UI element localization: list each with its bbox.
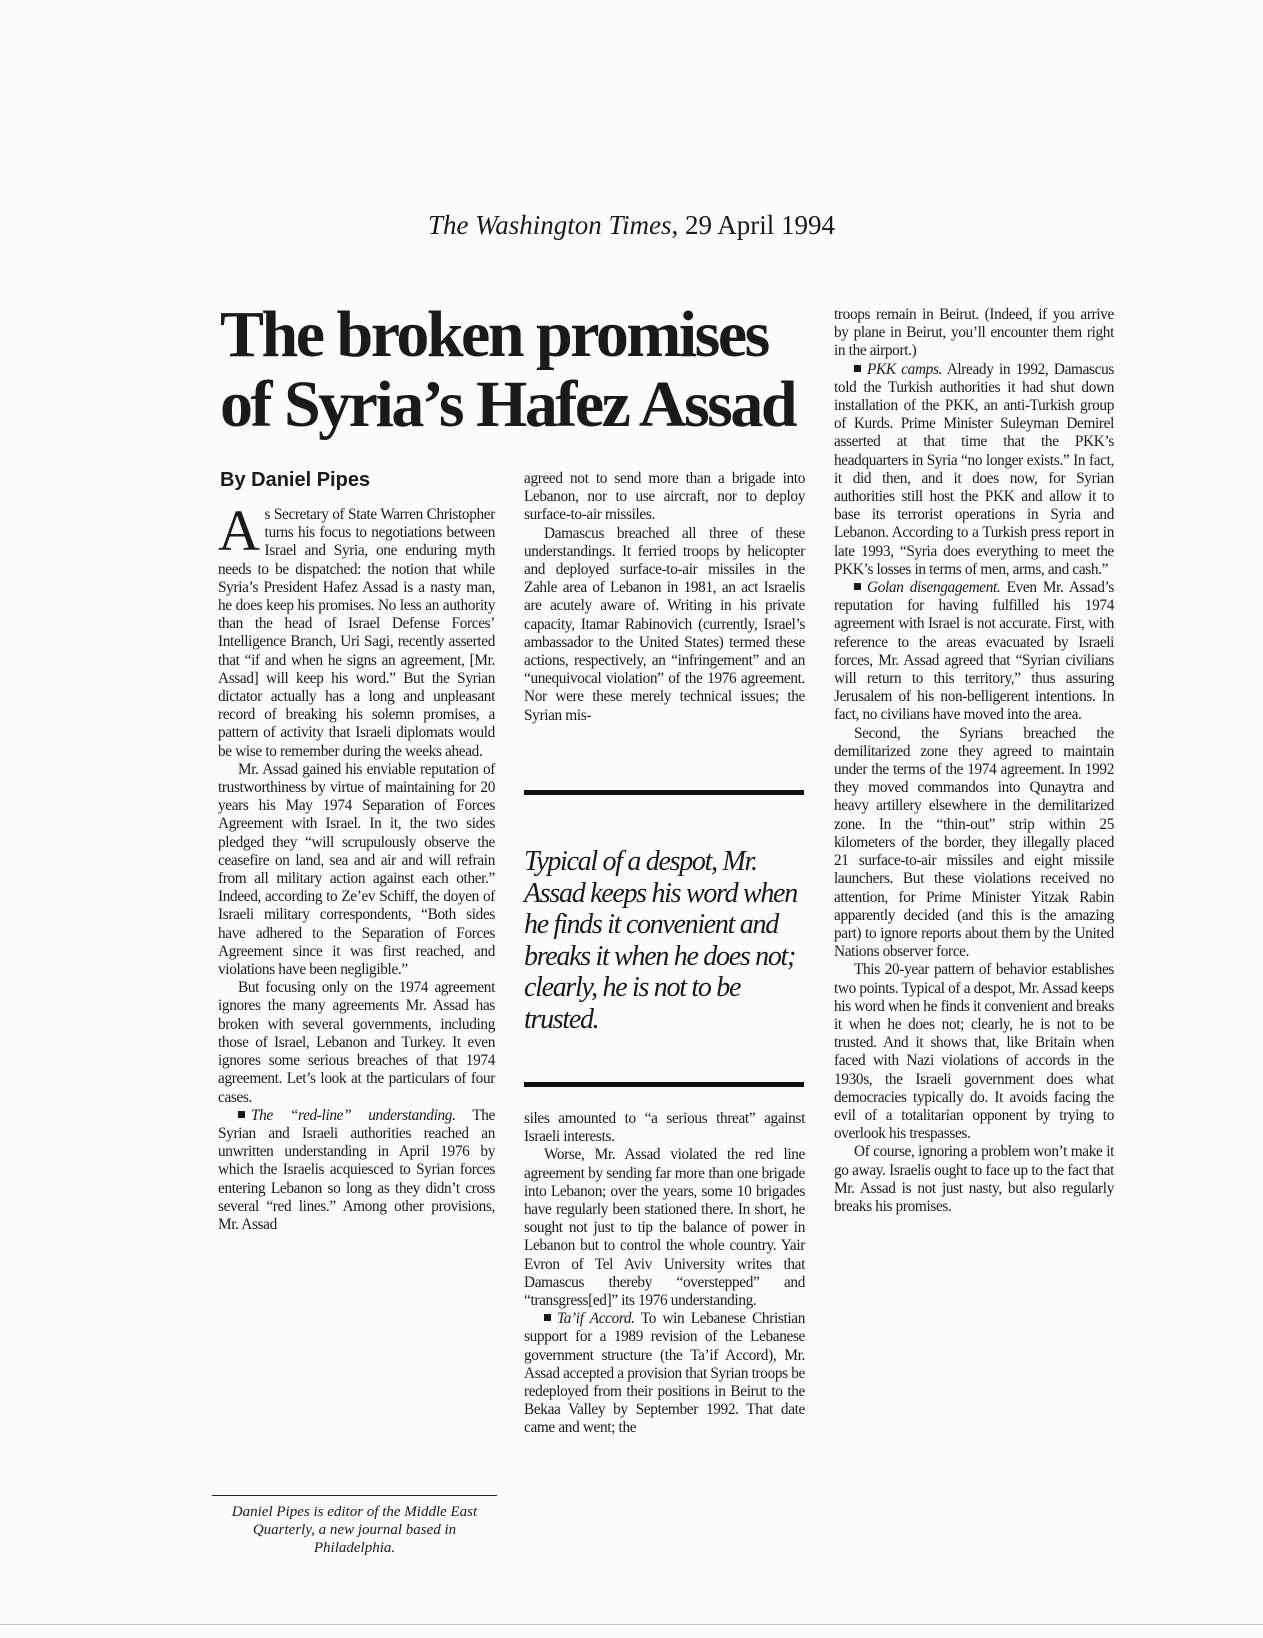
paragraph: This 20-year pattern of behavior establishes two points. Typical of a despot, Mr. Assad keeps his word when he finds it convenient and breaks it when he does not; clearly, he is not to be trusted. And it shows that, like Britain when faced with Nazi violations of accords in the 1930s, the Israeli government does what democracies typically do. It avoids facing the evil of a totalitarian opponent by trying to overlook his trespasses. bbox=[834, 961, 1114, 1143]
paragraph: The “red-line” understanding. The Syrian and Israeli authorities reached an unwritten understanding in April 1976 by which the Israelis acquiesced to Syrian forces entering Lebanon so long as they didn’t cross several “red lines.” Among other provisions, Mr. Assad bbox=[218, 1106, 495, 1233]
article-column-3 bbox=[834, 306, 1114, 1216]
page-bottom-edge bbox=[0, 1624, 1263, 1625]
paragraph: Of course, ignoring a problem won’t make it go away. Israelis ought to face up to the fact that Mr. Assad is not just nasty, but also regularly breaks his promises. bbox=[834, 1143, 1114, 1215]
headline bbox=[220, 298, 796, 441]
headline-line-2: of Syria’s Hafez Assad bbox=[220, 368, 796, 441]
drop-cap: A bbox=[218, 498, 260, 563]
section-lead-in: PKK camps. bbox=[867, 360, 943, 378]
square-bullet-icon bbox=[544, 1314, 551, 1321]
pull-quote: Typical of a despot, Mr. Assad keeps his word when he finds it convenient and breaks it when he does not; clearly, he is not to be trusted. bbox=[524, 846, 797, 1035]
article-column-1 bbox=[218, 498, 495, 1234]
article-column-2-bottom bbox=[524, 1110, 805, 1438]
paragraph: Damascus breached all three of these understandings. It ferried troops by helicopter and deployed surface-to-air missiles in the Zahle area of Lebanon in 1981, an act Israelis are acutely aware of. Writing in his private capacity, Itamar Rabinovich (currently, Israel’s ambassador to the United States) termed these actions, respectively, an “infringement” and an “unequivocal violation” of the 1976 agreement. Nor were these merely technical issues; the Syrian mis- bbox=[524, 524, 805, 724]
section-lead-in: Ta’if Accord. bbox=[557, 1310, 635, 1328]
byline: By Daniel Pipes bbox=[220, 469, 371, 491]
paragraph: Worse, Mr. Assad violated the red line agreement by sending far more than one brigade into Lebanon; over the years, some 10 brigades have regularly been stationed there. In short, he sought not just to tip the balance of power in Lebanon but to control the whole country. Yair Evron of Tel Aviv University writes that Damascus thereby “overstepped” and “transgress[ed]” its 1976 understanding. bbox=[524, 1146, 805, 1310]
paragraph: But focusing only on the 1974 agreement ignores the many agreements Mr. Assad has broken with several governments, including those of Israel, Lebanon and Turkey. It even ignores some serious breaches of that 1974 agreement. Let’s look at the particulars of four cases. bbox=[218, 979, 495, 1106]
headline-line-1: The broken promises bbox=[220, 298, 768, 371]
square-bullet-icon bbox=[854, 583, 861, 590]
section-lead-in: The “red-line” understanding. bbox=[251, 1106, 456, 1124]
paragraph: As Secretary of State Warren Christopher turns his focus to negotiations between Israel and Syria, one enduring myth needs to be dispatched: the notion that while Syria’s President Hafez Assad is a nasty man, he does keep his promises. No less an authority than the head of Israel Defense Forces’ Intelligence Branch, Uri Sagi, recently asserted that “if and when he signs an agreement, [Mr. Assad] will keep his word.” But the Syrian dictator actually has a long and unpleasant record of breaking his solemn promises, a pattern of activity that Israeli diplomats would be wise to remember during the weeks ahead. bbox=[218, 498, 495, 760]
pull-quote-top-rule bbox=[524, 790, 804, 795]
author-bio: Daniel Pipes is editor of the Middle East Quarterly, a new journal based in Philadelphia. bbox=[231, 1504, 478, 1556]
pull-quote-bottom-rule bbox=[524, 1082, 804, 1087]
paragraph: Golan disengagement. Even Mr. Assad’s reputation for having fulfilled his 1974 agreement with Israel is not accurate. First, with reference to the areas evacuated by Israeli forces, Mr. Assad agreed that “Syrian civilians will return to this territory,” thus assuring Jerusalem of his non-belligerent intentions. In fact, no civilians have moved into the area. bbox=[834, 579, 1114, 724]
paragraph: troops remain in Beirut. (Indeed, if you arrive by plane in Beirut, you’ll encounter them right in the airport.) bbox=[834, 306, 1114, 360]
paragraph: PKK camps. Already in 1992, Damascus told the Turkish authorities it had shut down installation of the PKK, an anti-Turkish group of Kurds. Prime Minister Suleyman Demirel asserted at that time that the PKK’s headquarters in Syria “no longer exists.” In fact, it did then, and it does now, for Syrian authorities still host the PKK and allow it to base its terrorist operations in Syria and Lebanon. According to a Turkish press report in late 1993, “Syria does everything to meet the PKK’s losses in terms of men, arms, and cash.” bbox=[834, 360, 1114, 578]
paragraph: Ta’if Accord. To win Lebanese Christian support for a 1989 revision of the Lebanese government structure (the Ta’if Accord), Mr. Assad accepted a provision that Syrian troops be redeployed from their positions in Beirut to the Bekaa Valley by September 1992. That date came and went; the bbox=[524, 1310, 806, 1437]
paragraph: Second, the Syrians breached the demilitarized zone they agreed to maintain under the terms of the 1974 agreement. In 1992 they moved commandos into Qunaytra and heavy artillery elsewhere in the demilitarized zone. In the “thin-out” strip within 25 kilometers of the border, they illegally placed 21 surface-to-air missiles and eight missile launchers. But these violations received no attention, for Prime Minister Yitzak Rabin apparently decided (and this is the amazing part) to ignore reports about them by the United Nations observer force. bbox=[834, 724, 1114, 961]
publication-name: The Washington Times bbox=[427, 210, 672, 240]
article-column-2-top bbox=[524, 470, 805, 725]
square-bullet-icon bbox=[238, 1111, 245, 1118]
paragraph: agreed not to send more than a brigade into Lebanon, nor to use aircraft, nor to deploy surface-to-air missiles. bbox=[524, 470, 805, 524]
paragraph: siles amounted to “a serious threat” against Israeli interests. bbox=[524, 1110, 805, 1146]
author-bio-rule bbox=[212, 1495, 497, 1496]
publication-line bbox=[0, 208, 1263, 242]
square-bullet-icon bbox=[854, 365, 861, 372]
paragraph: Mr. Assad gained his enviable reputation of trustworthiness by virtue of maintaining for 20 years his May 1974 Separation of Forces Agreement with Israel. In it, the two sides pledged they “will scrupulously observe the ceasefire on land, sea and air and will refrain from all military action against each other.” Indeed, according to Ze’ev Schiff, the doyen of Israeli military correspondents, “Both sides have adhered to the Separation of Forces Agreement since it was first reached, and violations have been negligible.” bbox=[218, 760, 495, 979]
section-lead-in: Golan disengagement. bbox=[867, 579, 1001, 597]
publication-date: , 29 April 1994 bbox=[671, 210, 836, 240]
